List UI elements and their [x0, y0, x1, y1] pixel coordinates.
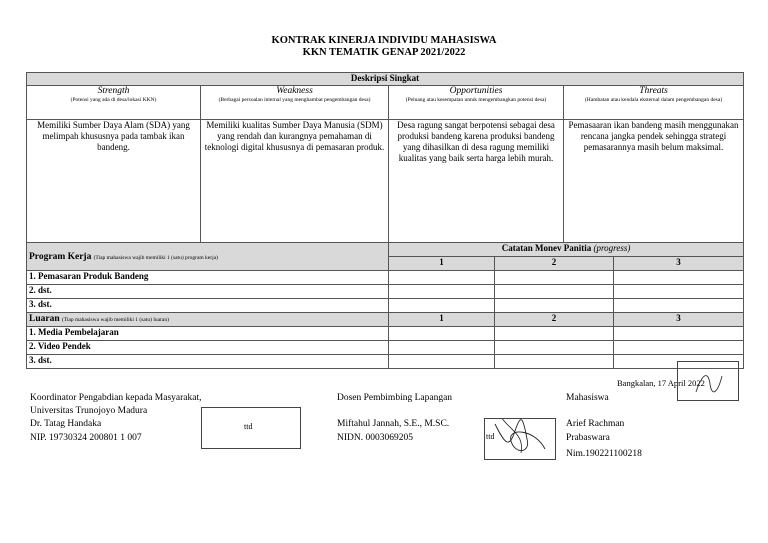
luaran-col-3: 3 — [614, 313, 744, 327]
strength-text: Memiliki Sumber Daya Alam (SDA) yang melimpah khususnya pada tambak ikan bandeng. — [27, 120, 201, 243]
monev-note: (progress) — [593, 243, 631, 253]
luaran-label: Luaran — [29, 314, 60, 324]
program-note: (Tiap mahasiswa wajib memiliki 1 (satu) program kerja) — [93, 254, 218, 261]
threats-header — [564, 86, 744, 120]
program-header — [27, 243, 389, 271]
strength-header — [27, 86, 201, 120]
student-nim-value: 190221100218 — [585, 449, 642, 459]
lecturer-nidn: NIDN. 0003069205 — [337, 433, 413, 443]
luaran-header — [27, 313, 389, 327]
weakness-label: Weakness — [276, 86, 313, 96]
document-subtitle: KKN TEMATIK GENAP 2021/2022 — [302, 47, 466, 58]
lecturer-signature-box — [484, 418, 556, 460]
strength-label: Strength — [97, 86, 130, 96]
contract-table — [26, 72, 744, 369]
monev-label: Catatan Monev Panitia — [501, 243, 592, 253]
student-nim-label: Nim. — [566, 449, 586, 459]
luaran-item-3: 3. dst. — [27, 355, 389, 369]
weakness-header — [201, 86, 389, 120]
program-col-1: 1 — [389, 257, 495, 271]
threats-label: Threats — [639, 86, 668, 96]
program-item-1: 1. Pemasaran Produk Bandeng — [27, 271, 389, 285]
lecturer-role: Dosen Pembimbing Lapangan — [337, 393, 453, 403]
luaran-item-1: 1. Media Pembelajaran — [27, 327, 389, 341]
table-row — [27, 299, 744, 313]
document-title: KONTRAK KINERJA INDIVIDU MAHASISWA — [271, 35, 497, 46]
opportunities-label: Opportunities — [449, 86, 503, 96]
luaran-item-2: 2. Video Pendek — [27, 341, 389, 355]
weakness-text: Memiliki kualitas Sumber Daya Manusia (SDM) yang rendah dan kurangnya pemahaman di teknologi digital khususnya di pemasaran produk. — [201, 120, 389, 243]
student-name-line2: Prabaswara — [566, 433, 610, 443]
table-row — [27, 327, 744, 341]
coordinator-ttd: ttd — [244, 422, 253, 431]
program-col-2: 2 — [495, 257, 614, 271]
threats-text: Pemasaaran ikan bandeng masih menggunakan rencana jangka pendek sehingga strategi pemasarannya masih belum maksimal. — [564, 120, 744, 243]
luaran-note: (Tiap mahasiswa wajib memiliki 1 (satu) luaran) — [61, 317, 169, 323]
program-item-3: 3. dst. — [27, 299, 389, 313]
student-role: Mahasiswa — [566, 393, 609, 403]
strength-note: (Potensi yang ada di desa/lokasi KKN) — [70, 97, 157, 103]
program-col-3: 3 — [614, 257, 744, 271]
table-row — [27, 355, 744, 369]
table-row — [27, 271, 744, 285]
program-label: Program Kerja — [29, 251, 92, 262]
luaran-col-2: 2 — [495, 313, 614, 327]
coordinator-name: Dr. Tatag Handaka — [30, 419, 102, 429]
signature-date: Bangkalan, 17 April 2022 — [617, 378, 705, 388]
lecturer-ttd: ttd — [486, 432, 495, 441]
opportunities-note: (Peluang atau kesempatan untuk mengembangkan potensi desa) — [405, 97, 547, 103]
coordinator-org: Universitas Trunojoyo Madura — [30, 406, 148, 416]
program-item-2: 2. dst. — [27, 285, 389, 299]
stamp-box — [677, 361, 739, 401]
coordinator-role: Koordinator Pengabdian kepada Masyarakat, — [30, 393, 202, 403]
threats-note: (Hambatan atau kendala eksternal dalam pengembangan desa) — [584, 97, 723, 103]
opportunities-header — [389, 86, 564, 120]
student-nim — [566, 449, 642, 461]
opportunities-text: Desa ragung sangat berpotensi sebagai desa produksi bandeng karena produksi bandeng yang dihasilkan di desa ragung memiliki kualitas yang baik serta harga lebih murah. — [389, 120, 564, 243]
swot-section-title: Deskripsi Singkat — [27, 73, 744, 86]
lecturer-name: Miftahul Jannah, S.E., M.SC. — [337, 419, 450, 429]
signature-mark-icon — [678, 362, 738, 400]
signature-scribble-icon — [485, 419, 555, 459]
monev-header — [389, 243, 744, 257]
table-row — [27, 341, 744, 355]
student-name-line1: Arief Rachman — [566, 419, 625, 429]
weakness-note: (Berbagai persoalan internal yang menghambat pengembangan desa) — [218, 97, 371, 103]
luaran-col-1: 1 — [389, 313, 495, 327]
table-row — [27, 285, 744, 299]
coordinator-nip: NIP. 19730324 200801 1 007 — [30, 433, 142, 443]
